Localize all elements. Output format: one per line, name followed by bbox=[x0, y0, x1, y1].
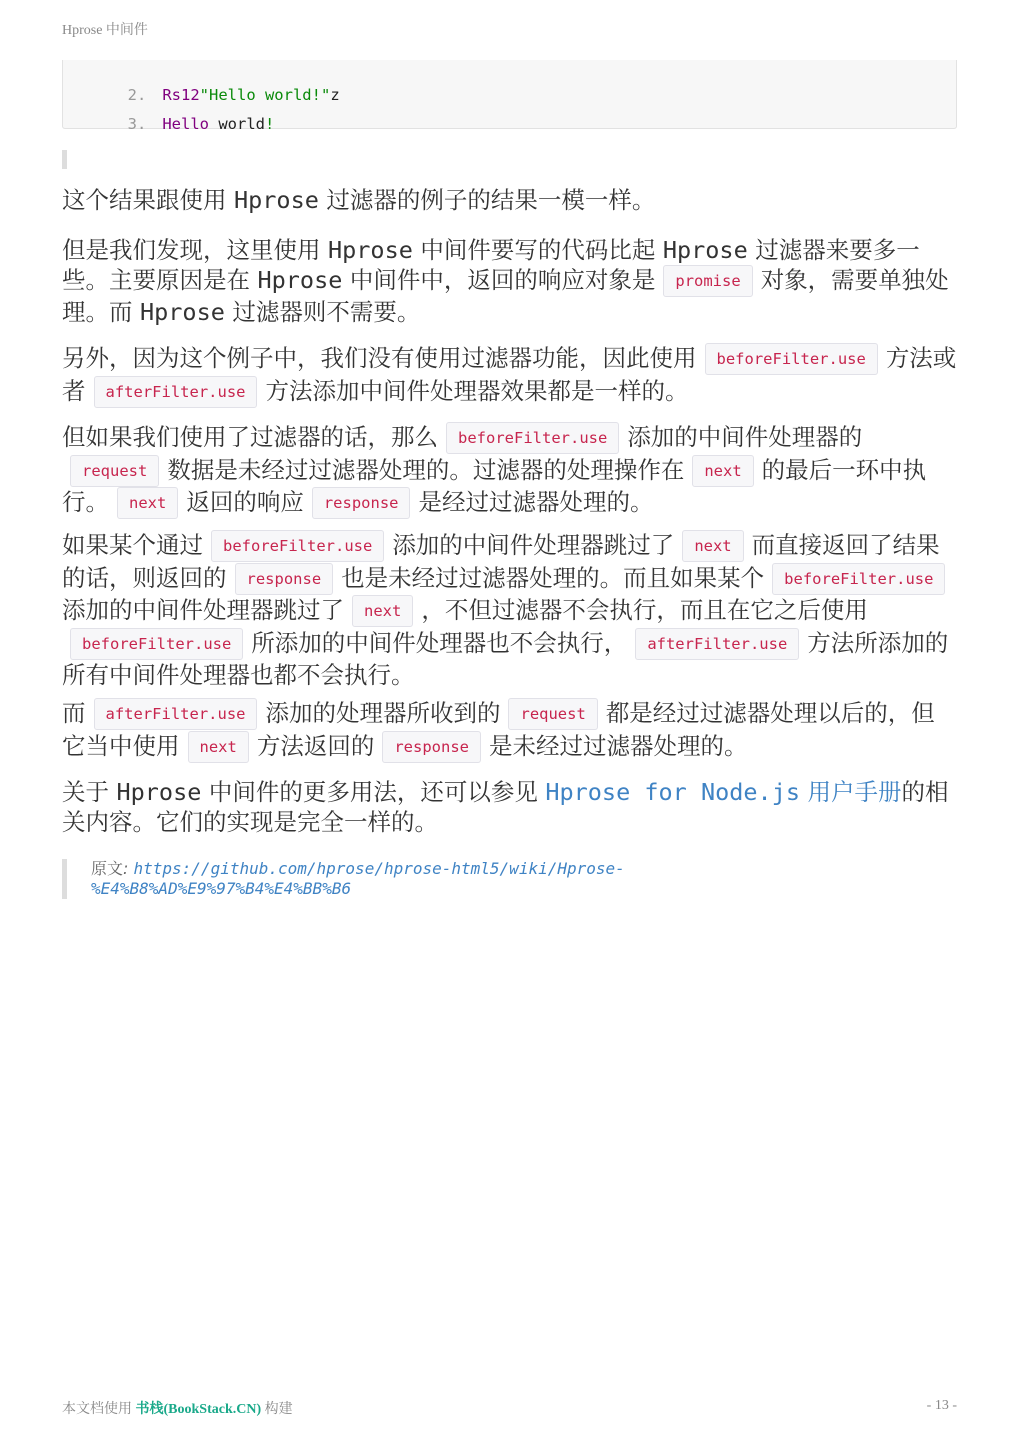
inline-code: beforeFilter.use bbox=[446, 422, 619, 454]
paragraph-filter-methods: 另外，因为这个例子中，我们没有使用过滤器功能，因此使用 beforeFilter.use 方法或者 afterFilter.use 方法添加中间件处理器效果都是一样的。 bbox=[62, 344, 957, 409]
inline-code: response bbox=[382, 731, 481, 763]
paragraph-filter-usage: 但如果我们使用了过滤器的话，那么 beforeFilter.use 添加的中间件处理器的request 数据是未经过过滤器处理的。过滤器的处理操作在 next 的最后一环中执行。 next 返回的响应 response 是经过过滤器处理的。 bbox=[62, 423, 957, 521]
code-token: z bbox=[330, 86, 340, 104]
line-number: 2. bbox=[127, 86, 147, 104]
inline-code: next bbox=[117, 487, 178, 519]
page-number: - 13 - bbox=[926, 1398, 957, 1413]
inline-code: beforeFilter.use bbox=[772, 563, 945, 595]
inline-code: afterFilter.use bbox=[635, 628, 799, 660]
code-line bbox=[63, 62, 340, 104]
paragraph-more-usage: 关于 Hprose 中间件的更多用法，还可以参见 Hprose for Node.js 用户手册的相关内容。它们的实现是完全一样的。 bbox=[62, 778, 949, 836]
inline-code: promise bbox=[663, 265, 752, 297]
empty-blockquote-bar bbox=[62, 150, 67, 169]
page-header: Hprose 中间件 bbox=[62, 23, 148, 38]
paragraph-skip-next: 如果某个通过 beforeFilter.use 添加的中间件处理器跳过了 next 而直接返回了结果的话，则返回的 response 也是未经过过滤器处理的。而且如果某个 beforeFilter.use添加的中间件处理器跳过了 next ，不但过滤器不会执行，而且在它之后使用beforeFilter.use 所添加的中间件处理器也不会执行， afterFilter.use 方法所添加的所有中间件处理器也都不会执行。 bbox=[62, 531, 949, 689]
inline-code: afterFilter.use bbox=[94, 698, 258, 730]
inline-code: afterFilter.use bbox=[94, 376, 258, 408]
inline-code: beforeFilter.use bbox=[705, 343, 878, 375]
paragraph-result-same: 这个结果跟使用 Hprose 过滤器的例子的结果一模一样。 bbox=[62, 186, 656, 214]
inline-code: next bbox=[692, 455, 753, 487]
inline-code: request bbox=[508, 698, 597, 730]
code-string: "Hello world!" bbox=[199, 86, 331, 104]
paragraph-more-code: 但是我们发现，这里使用 Hprose 中间件要写的代码比起 Hprose 过滤器来要多一些。主要原因是在 Hprose 中间件中，返回的响应对象是 promise 对象，需要单独处理。而 Hprose 过滤器则不需要。 bbox=[62, 236, 949, 326]
source-blockquote: 原文: https://github.com/hprose/hprose-html5/wiki/Hprose- %E4%B8%AD%E9%97%B4%E4%BB%B6 bbox=[62, 859, 791, 899]
code-token: world bbox=[209, 115, 265, 133]
inline-code: next bbox=[188, 731, 249, 763]
source-link[interactable]: https://github.com/hprose/hprose-html5/wiki/Hprose- %E4%B8%AD%E9%97%B4%E4%BB%B6 bbox=[91, 859, 625, 898]
code-punct: ! bbox=[265, 115, 275, 133]
inline-code: next bbox=[352, 595, 413, 627]
inline-code: response bbox=[312, 487, 411, 519]
inline-code: beforeFilter.use bbox=[70, 628, 243, 660]
code-block bbox=[62, 60, 957, 133]
paragraph-after-filter: 而 afterFilter.use 添加的处理器所收到的 request 都是经过过滤器处理以后的，但它当中使用 next 方法返回的 response 是未经过过滤器处理的。 bbox=[62, 699, 957, 764]
source-label: 原文 bbox=[91, 859, 124, 878]
inline-code: next bbox=[682, 530, 743, 562]
line-number: 3. bbox=[127, 115, 147, 133]
footer-credit: 本文档使用 书栈(BookStack.CN) 构建 bbox=[62, 1402, 293, 1417]
inline-code: beforeFilter.use bbox=[211, 530, 384, 562]
code-line bbox=[63, 91, 275, 133]
code-token: Hello bbox=[162, 115, 209, 133]
inline-code: request bbox=[70, 455, 159, 487]
bookstack-link[interactable]: 书栈(BookStack.CN) bbox=[135, 1402, 262, 1417]
code-token: Rs12 bbox=[162, 86, 200, 104]
user-manual-link[interactable]: Hprose for Node.js 用户手册 bbox=[545, 778, 902, 806]
inline-code: response bbox=[235, 563, 334, 595]
